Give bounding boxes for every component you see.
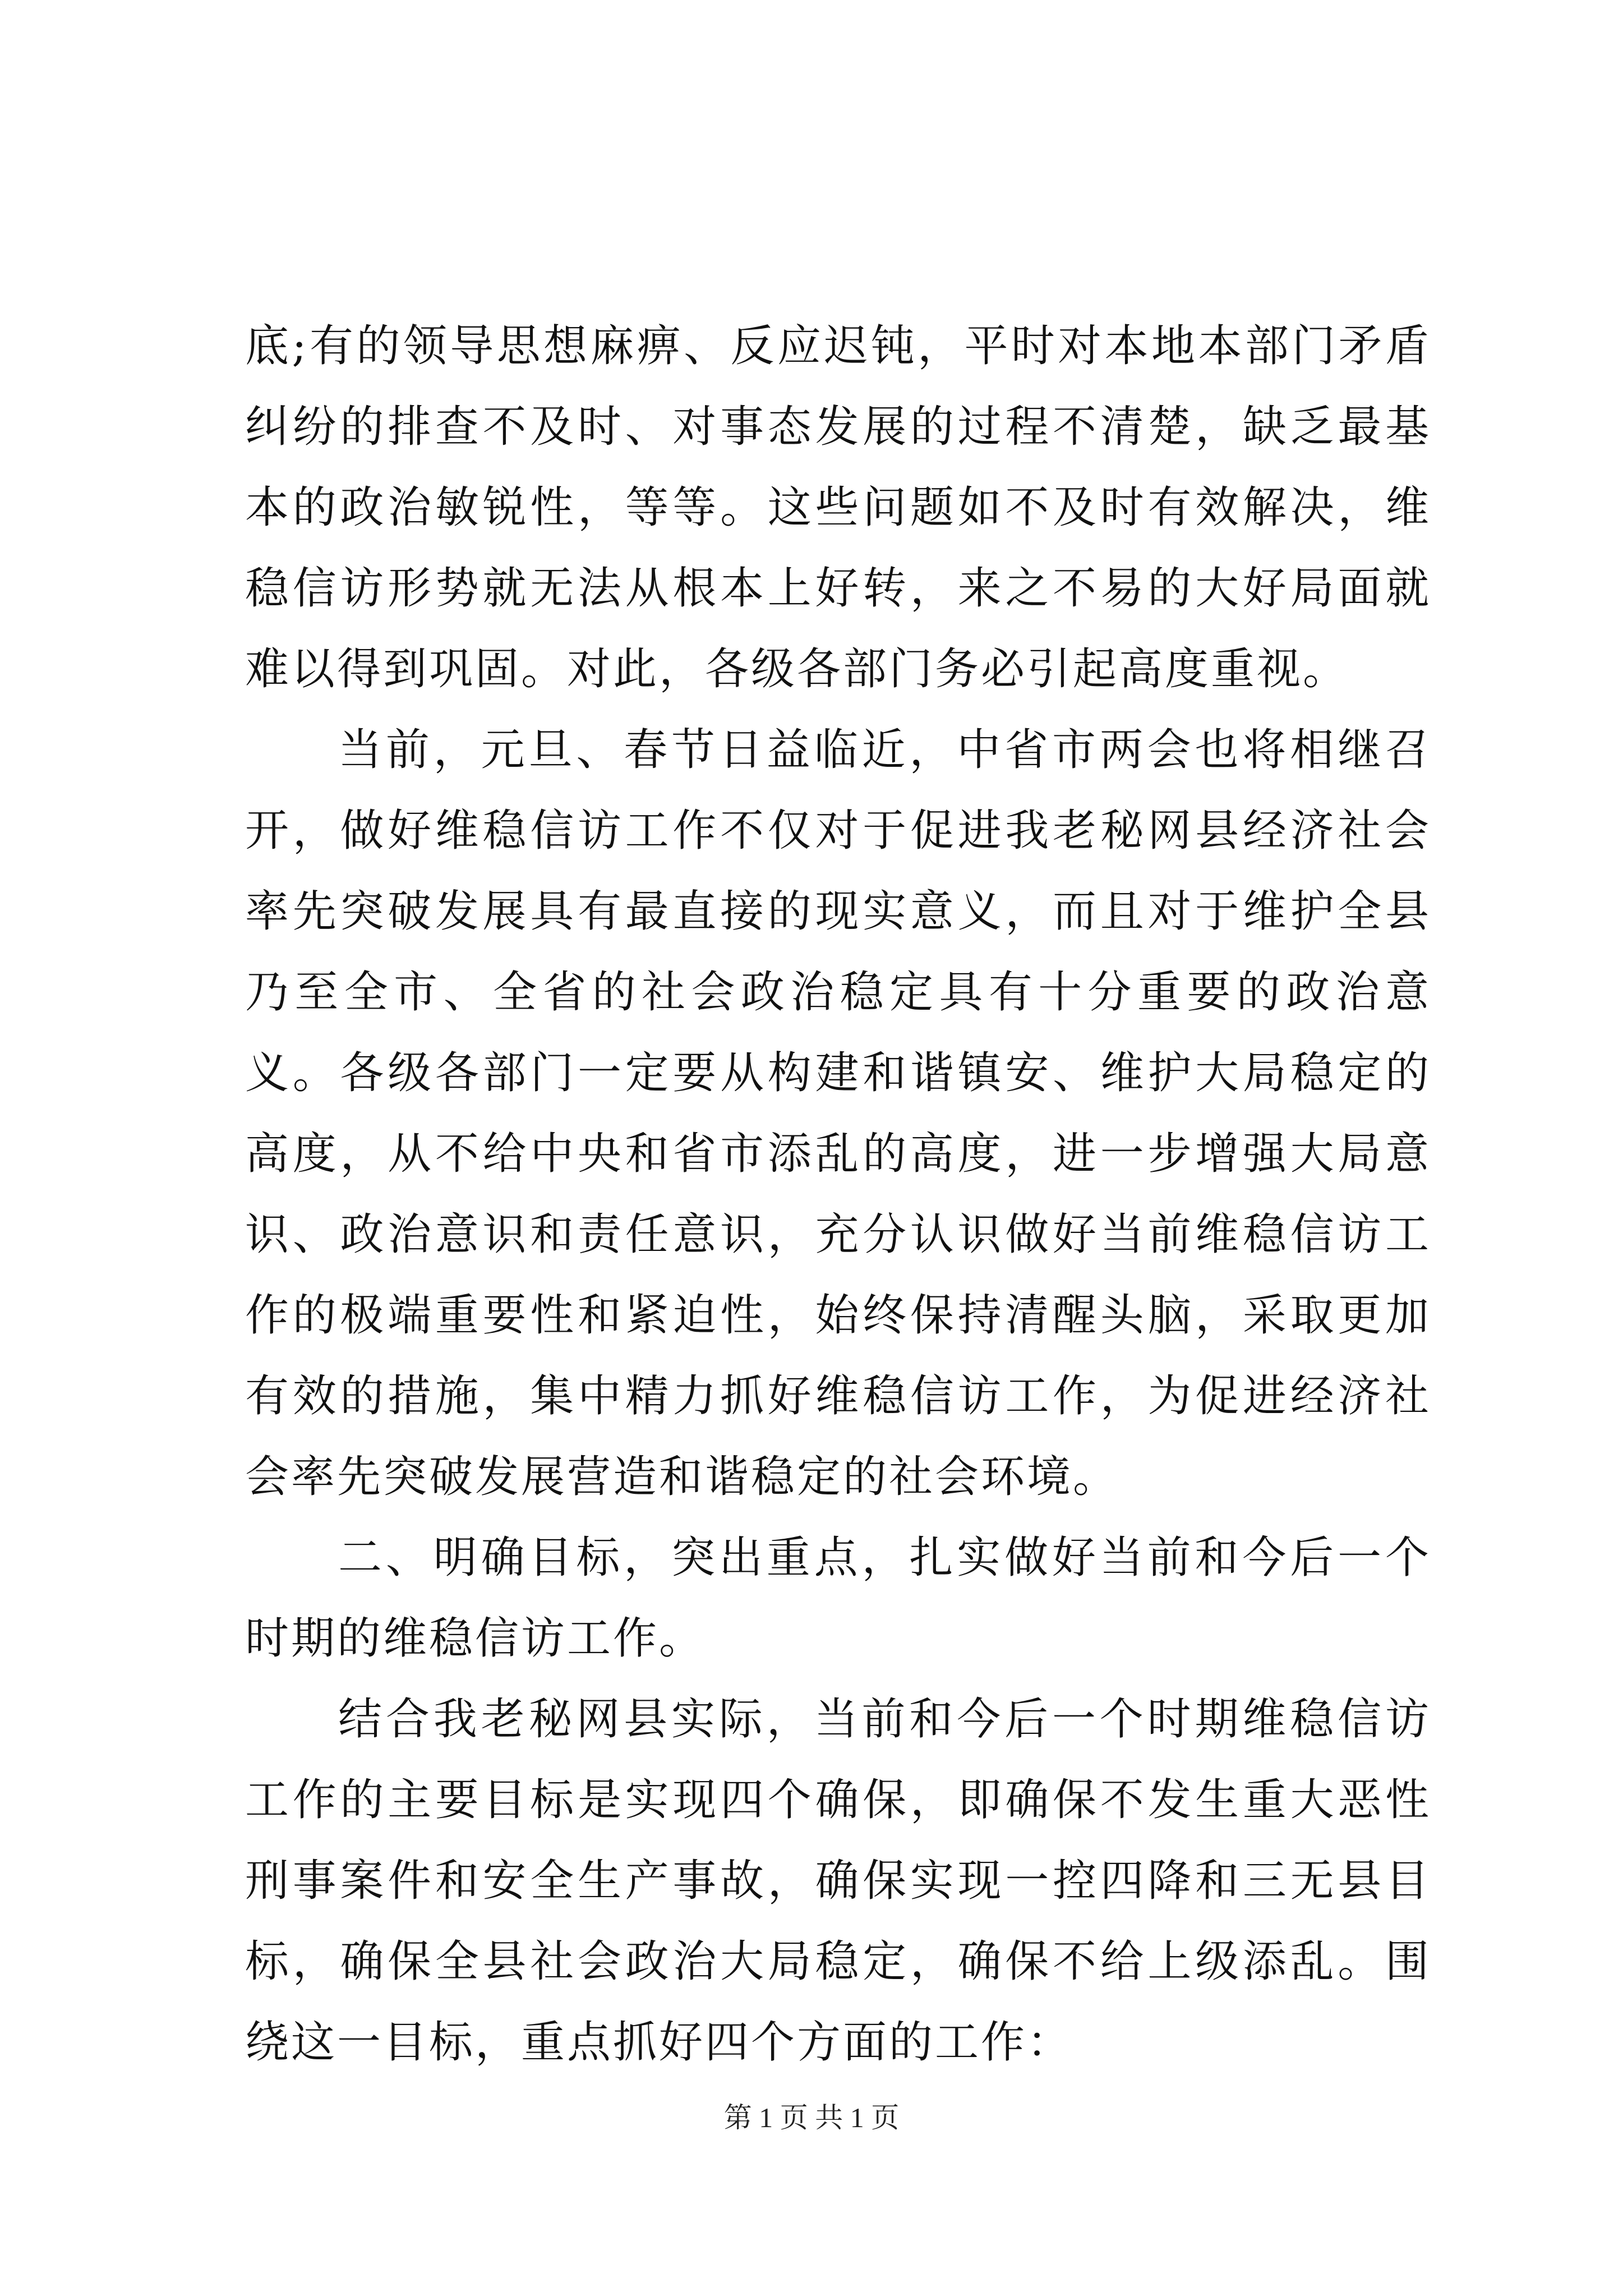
paragraph-continuation: 底;有的领导思想麻痹、反应迟钝，平时对本地本部门矛盾纠纷的排查不及时、对事态发展的过程不清楚，缺乏最基本的政治敏锐性，等等。这些问题如不及时有效解决，维稳信访形势就无法从根本上好转，来之不易的大好局面就难以得到巩固。对此，各级各部门务必引起高度重视。 bbox=[245, 321, 1431, 694]
paragraph-main-goals: 结合我老秘网县实际，当前和今后一个时期维稳信访工作的主要目标是实现四个确保，即确保不发生重大恶性刑事案件和安全生产事故，确保实现一控四降和三无县目标，确保全县社会政治大局稳定，确保不给上级添乱。围绕这一目标，重点抓好四个方面的工作： bbox=[245, 1694, 1431, 2068]
paragraph-current-situation: 当前，元旦、春节日益临近，中省市两会也将相继召开，做好维稳信访工作不仅对于促进我老秘网县经济社会率先突破发展具有最直接的现实意义，而且对于维护全县乃至全市、全省的社会政治稳定具有十分重要的政治意义。各级各部门一定要从构建和谐镇安、维护大局稳定的高度，从不给中央和省市添乱的高度，进一步增强大局意识、政治意识和责任意识，充分认识做好当前维稳信访工作的极端重要性和紧迫性，始终保持清醒头脑，采取更加有效的措施，集中精力抓好维稳信访工作，为促进经济社会率先突破发展营造和谐稳定的社会环境。 bbox=[245, 725, 1431, 1502]
page-footer: 第 1 页 共 1 页 bbox=[723, 2102, 900, 2133]
document-body bbox=[245, 306, 1431, 2083]
section-heading-2: 二、明确目标，突出重点，扎实做好当前和今后一个时期的维稳信访工作。 bbox=[245, 1533, 1431, 1664]
